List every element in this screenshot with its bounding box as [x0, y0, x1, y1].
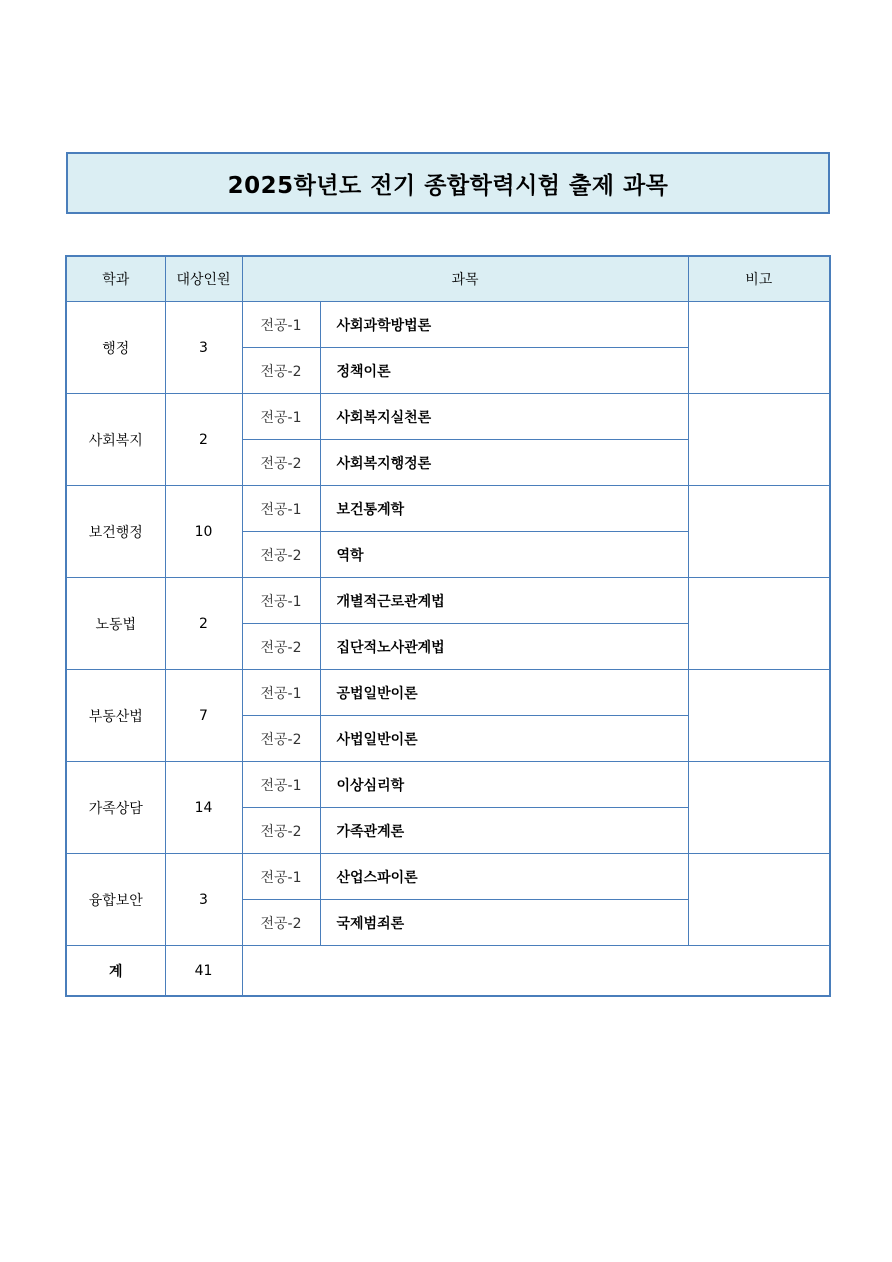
- major-cell: 전공-1: [242, 578, 320, 624]
- major-cell: 전공-2: [242, 532, 320, 578]
- dept-cell: 가족상담: [66, 762, 165, 854]
- count-cell: 3: [165, 854, 242, 946]
- count-cell: 2: [165, 578, 242, 670]
- major-cell: 전공-2: [242, 900, 320, 946]
- table-row: [66, 670, 830, 716]
- note-cell: [688, 762, 830, 854]
- count-cell: 7: [165, 670, 242, 762]
- note-cell: [688, 486, 830, 578]
- major-cell: 전공-2: [242, 440, 320, 486]
- table-row: [66, 486, 830, 532]
- count-cell: 10: [165, 486, 242, 578]
- header-subject: 과목: [242, 256, 688, 302]
- count-cell: 3: [165, 302, 242, 394]
- table-row: [66, 578, 830, 624]
- subject-cell: 사법일반이론: [320, 716, 688, 762]
- note-cell: [688, 578, 830, 670]
- dept-cell: 노동법: [66, 578, 165, 670]
- dept-cell: 사회복지: [66, 394, 165, 486]
- major-cell: 전공-1: [242, 670, 320, 716]
- table-row: [66, 854, 830, 900]
- note-cell: [688, 302, 830, 394]
- table-row: [66, 302, 830, 348]
- subject-cell: 보건통계학: [320, 486, 688, 532]
- subject-cell: 집단적노사관계법: [320, 624, 688, 670]
- subject-cell: 이상심리학: [320, 762, 688, 808]
- total-label: 계: [66, 946, 165, 997]
- major-cell: 전공-1: [242, 854, 320, 900]
- major-cell: 전공-1: [242, 302, 320, 348]
- major-cell: 전공-1: [242, 394, 320, 440]
- page-title: 2025학년도 전기 종합학력시험 출제 과목: [227, 172, 669, 199]
- major-cell: 전공-2: [242, 624, 320, 670]
- dept-cell: 행정: [66, 302, 165, 394]
- subject-cell: 국제범죄론: [320, 900, 688, 946]
- header-note: 비고: [688, 256, 830, 302]
- subject-cell: 사회과학방법론: [320, 302, 688, 348]
- count-cell: 2: [165, 394, 242, 486]
- major-cell: 전공-1: [242, 486, 320, 532]
- total-empty-cell: [242, 946, 830, 997]
- major-cell: 전공-2: [242, 348, 320, 394]
- table-header-row: [66, 256, 830, 302]
- subject-cell: 사회복지실천론: [320, 394, 688, 440]
- subject-cell: 개별적근로관계법: [320, 578, 688, 624]
- subject-cell: 역학: [320, 532, 688, 578]
- dept-cell: 부동산법: [66, 670, 165, 762]
- subject-cell: 가족관계론: [320, 808, 688, 854]
- subject-cell: 산업스파이론: [320, 854, 688, 900]
- total-count: 41: [165, 946, 242, 997]
- dept-cell: 융합보안: [66, 854, 165, 946]
- exam-subject-table: [65, 255, 831, 997]
- header-count: 대상인원: [165, 256, 242, 302]
- subject-cell: 공법일반이론: [320, 670, 688, 716]
- note-cell: [688, 854, 830, 946]
- header-dept: 학과: [66, 256, 165, 302]
- dept-cell: 보건행정: [66, 486, 165, 578]
- table-row: [66, 762, 830, 808]
- major-cell: 전공-1: [242, 762, 320, 808]
- table-row: [66, 394, 830, 440]
- total-row: [66, 946, 830, 997]
- note-cell: [688, 394, 830, 486]
- count-cell: 14: [165, 762, 242, 854]
- title-box: [66, 152, 830, 214]
- subject-cell: 사회복지행정론: [320, 440, 688, 486]
- note-cell: [688, 670, 830, 762]
- major-cell: 전공-2: [242, 808, 320, 854]
- subject-cell: 정책이론: [320, 348, 688, 394]
- major-cell: 전공-2: [242, 716, 320, 762]
